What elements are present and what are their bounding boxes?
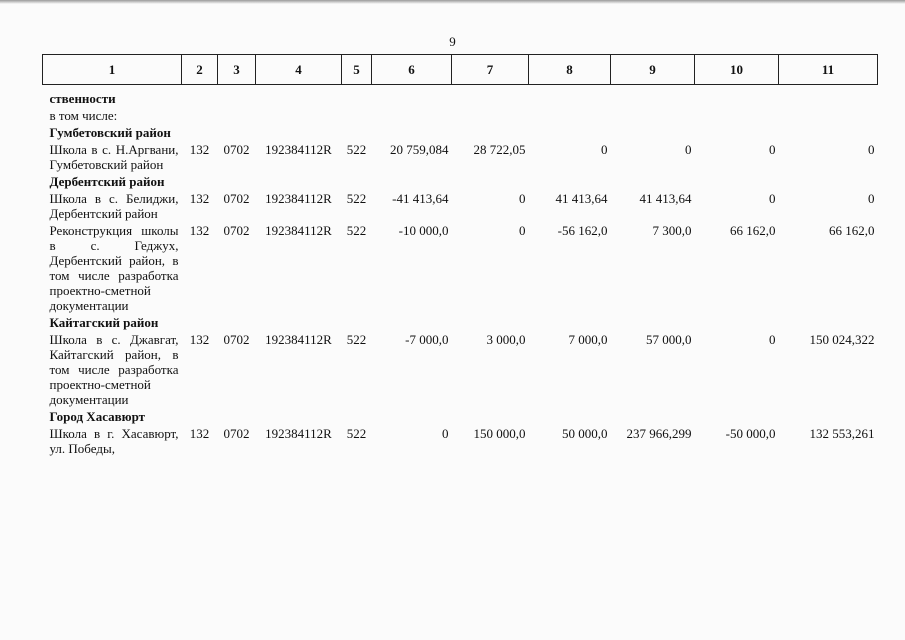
table-cell: 192384112R [265,426,332,441]
table-body [43,85,878,457]
empty-cell [529,106,611,123]
empty-cell [529,123,611,140]
empty-cell [372,172,452,189]
empty-cell [695,172,779,189]
object-name: Реконструкция школы в с. Геджух, Дербентский район, в том числе разработка проектно-сметной документации [49,223,179,313]
table-row [43,330,878,407]
empty-cell [779,106,878,123]
empty-cell [611,313,695,330]
table-row [43,189,878,221]
empty-cell [695,313,779,330]
empty-cell [529,172,611,189]
empty-cell [182,123,218,140]
row-label: Кайтагский район [49,315,159,330]
empty-cell [218,407,256,424]
table-cell: 0702 [223,223,250,238]
table-cell: 522 [346,332,367,347]
empty-cell [182,313,218,330]
table-cell: 132 553,261 [809,426,875,441]
empty-cell [529,407,611,424]
row-label: Дербентский район [49,174,165,189]
section-row [43,106,878,123]
column-header: 6 [372,55,452,85]
empty-cell [695,106,779,123]
header-row [43,55,878,85]
empty-cell [452,123,529,140]
empty-cell [342,313,372,330]
column-header: 9 [611,55,695,85]
empty-cell [256,172,342,189]
object-name: Школа в с. Джавгат, Кайтагский район, в том числе разработка проектно-сметной документации [49,332,179,407]
table-cell: 192384112R [265,223,332,238]
scan-edge [0,0,905,4]
row-label: Гумбетовский район [49,125,171,140]
empty-cell [218,85,256,107]
table-cell: 0 [442,426,449,441]
empty-cell [452,85,529,107]
table-cell: 150 024,322 [809,332,875,347]
table-cell: 0702 [223,142,250,157]
table-cell: 132 [189,142,210,157]
empty-cell [342,123,372,140]
table-cell: -7 000,0 [405,332,449,347]
column-header: 3 [218,55,256,85]
section-row [43,407,878,424]
table-cell: -50 000,0 [725,426,776,441]
table-cell: 57 000,0 [646,332,692,347]
section-row [43,85,878,107]
section-row [43,313,878,330]
table-cell: 522 [346,223,367,238]
empty-cell [695,123,779,140]
empty-cell [182,106,218,123]
empty-cell [372,123,452,140]
empty-cell [695,85,779,107]
table-cell: 0 [769,332,776,347]
empty-cell [611,172,695,189]
empty-cell [452,407,529,424]
object-name: Школа в с. Белиджи, Дербентский район [49,191,179,221]
table-cell: 132 [189,223,210,238]
section-row [43,123,878,140]
table-cell: -10 000,0 [398,223,449,238]
table-cell: 132 [189,332,210,347]
empty-cell [256,313,342,330]
object-name: Школа в г. Хасавюрт, ул. Победы, [49,426,179,456]
budget-table [42,54,878,456]
table-cell: -41 413,64 [392,191,449,206]
empty-cell [529,313,611,330]
table-cell: 0 [519,191,526,206]
empty-cell [256,106,342,123]
empty-cell [372,106,452,123]
column-header: 11 [779,55,878,85]
table-cell: 522 [346,142,367,157]
section-row [43,172,878,189]
column-header: 4 [256,55,342,85]
table-row [43,424,878,456]
empty-cell [779,85,878,107]
table-cell: 41 413,64 [555,191,608,206]
table-cell: 192384112R [265,191,332,206]
table-cell: 50 000,0 [562,426,608,441]
table-cell: 522 [346,191,367,206]
table-cell: 0 [868,191,875,206]
empty-cell [372,85,452,107]
table-cell: 0 [769,142,776,157]
table-cell: 150 000,0 [473,426,526,441]
empty-cell [342,407,372,424]
empty-cell [611,123,695,140]
table-row [43,221,878,313]
table-cell: 0702 [223,191,250,206]
column-header: 1 [43,55,182,85]
table-cell: 7 000,0 [568,332,608,347]
empty-cell [256,85,342,107]
empty-cell [452,106,529,123]
empty-cell [695,407,779,424]
table-cell: 0702 [223,426,250,441]
table-cell: 28 722,05 [473,142,526,157]
empty-cell [529,85,611,107]
table-cell: 0 [685,142,692,157]
table-cell: 0702 [223,332,250,347]
column-header: 10 [695,55,779,85]
empty-cell [611,407,695,424]
column-header: 7 [452,55,529,85]
empty-cell [256,123,342,140]
table-cell: 192384112R [265,332,332,347]
table-cell: 3 000,0 [486,332,526,347]
empty-cell [779,123,878,140]
empty-cell [611,106,695,123]
table-cell: 66 162,0 [730,223,776,238]
empty-cell [779,313,878,330]
empty-cell [611,85,695,107]
table-cell: -56 162,0 [557,223,608,238]
empty-cell [452,313,529,330]
table-cell: 237 966,299 [626,426,692,441]
empty-cell [218,106,256,123]
table-cell: 0 [519,223,526,238]
empty-cell [218,172,256,189]
empty-cell [182,172,218,189]
empty-cell [182,85,218,107]
object-name: Школа в с. Н.Аргвани, Гумбетовский район [49,142,179,172]
empty-cell [342,85,372,107]
empty-cell [342,106,372,123]
empty-cell [372,313,452,330]
table-cell: 192384112R [265,142,332,157]
table-cell: 20 759,084 [390,142,449,157]
table-cell: 522 [346,426,367,441]
table-cell: 0 [601,142,608,157]
empty-cell [218,313,256,330]
table-cell: 41 413,64 [639,191,692,206]
table-cell: 7 300,0 [652,223,692,238]
empty-cell [256,407,342,424]
table-cell: 66 162,0 [829,223,875,238]
table-cell: 132 [189,426,210,441]
table-row [43,140,878,172]
table-cell: 132 [189,191,210,206]
empty-cell [218,123,256,140]
column-header: 8 [529,55,611,85]
empty-cell [452,172,529,189]
table-cell: 0 [868,142,875,157]
table-cell: 0 [769,191,776,206]
row-label: Город Хасавюрт [49,409,146,424]
empty-cell [182,407,218,424]
row-label: в том числе: [49,108,118,123]
page-number: 9 [449,34,456,49]
empty-cell [372,407,452,424]
row-label: ственности [49,91,116,106]
empty-cell [342,172,372,189]
empty-cell [779,172,878,189]
empty-cell [779,407,878,424]
column-header: 2 [182,55,218,85]
column-header: 5 [342,55,372,85]
